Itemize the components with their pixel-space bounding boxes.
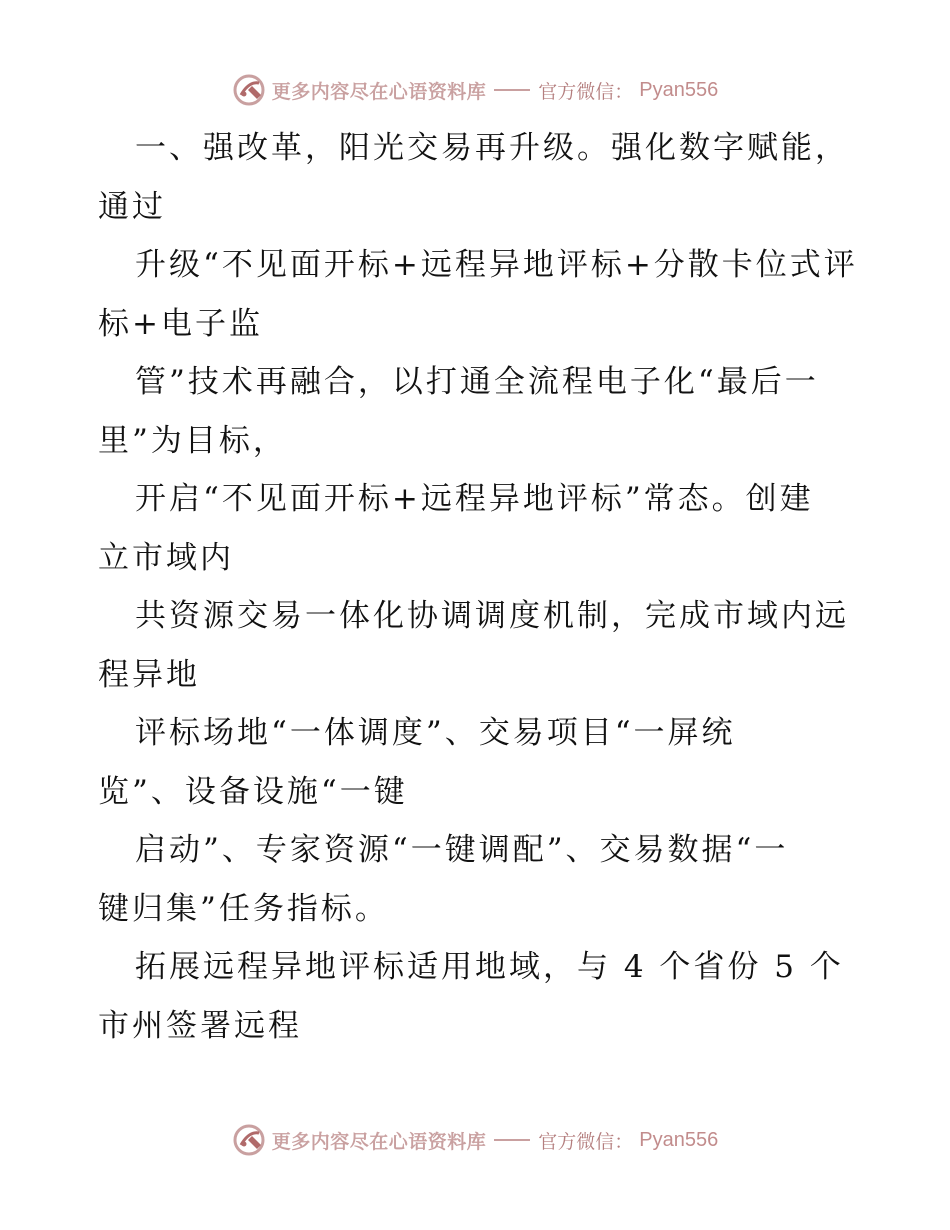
text-line: 览”、设备设施“一键 — [98, 773, 408, 810]
document-body — [98, 119, 858, 1055]
text-line: 拓展远程异地评标适用地域，与 4 个省份 5 个 — [135, 949, 844, 985]
text-line: 一、强改革，阳光交易再升级。强化数字赋能， — [135, 130, 849, 166]
text-line: 评标场地“一体调度”、交易项目“一屏统 — [135, 715, 736, 751]
text-line: 通过 — [98, 188, 166, 225]
brand-logo-icon — [232, 73, 266, 107]
text-line: 开启“不见面开标+远程异地评标”常态。创建 — [135, 481, 814, 517]
text-line: 管”技术再融合，以打通全流程电子化“最后一 — [135, 364, 819, 400]
header-watermark-dash — [494, 89, 530, 91]
header-watermark-banner — [0, 70, 950, 110]
header-watermark-label: 官方微信： — [538, 80, 634, 103]
footer-watermark-text: 更多内容尽在心语资料库 — [271, 1130, 487, 1153]
text-line: 里”为目标， — [98, 422, 287, 459]
footer-watermark-id: Pyan556 — [639, 1128, 719, 1151]
footer-watermark-dash — [494, 1139, 530, 1141]
footer-watermark-banner — [0, 1120, 950, 1160]
header-watermark-id: Pyan556 — [639, 78, 719, 101]
footer-watermark-label: 官方微信： — [538, 1130, 634, 1153]
header-watermark-text: 更多内容尽在心语资料库 — [271, 80, 487, 103]
text-line: 立市域内 — [98, 539, 234, 576]
text-line: 程异地 — [98, 656, 200, 693]
text-line: 键归集”任务指标。 — [98, 890, 389, 927]
text-line: 启动”、专家资源“一键调配”、交易数据“一 — [135, 832, 789, 868]
text-line: 标+电子监 — [98, 305, 263, 342]
brand-logo-icon — [232, 1123, 266, 1157]
text-line: 共资源交易一体化协调调度机制，完成市域内远 — [135, 598, 849, 634]
text-line: 升级“不见面开标+远程异地评标+分散卡位式评 — [135, 247, 858, 283]
text-line: 市州签署远程 — [98, 1007, 302, 1044]
